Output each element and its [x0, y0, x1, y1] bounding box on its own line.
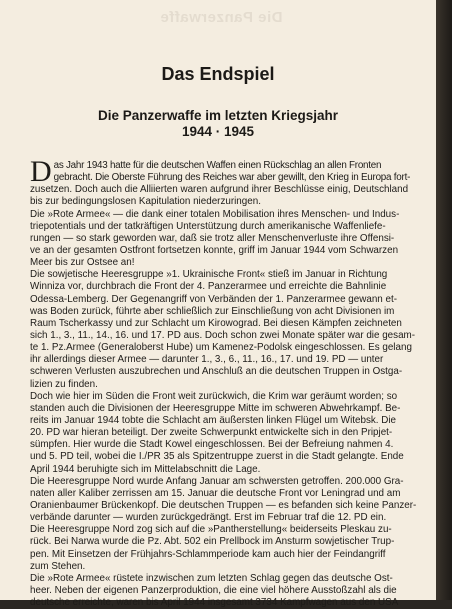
text-line: rungen — so stark geworden war, daß sie trotz aller Menschenverluste ihre Offensi- [30, 232, 395, 244]
drop-cap: D [30, 155, 52, 188]
text-line: standen auch die Divisionen der Heeresgruppe Mitte im schweren Abwehrkampf. Be- [30, 402, 401, 414]
text-line: te 1. Pz.Armee (Generaloberst Hube) um Kamenez-Podolsk eingeschlossen. Es gelang [30, 342, 412, 354]
text-line: ihr allerdings dieser Armee — darunter 1., 3., 6., 11., 16., 17. und 19. PD — unter [30, 354, 384, 366]
text-line: April 1944 beruhigte sich im Mittelabschnitt die Lage. [30, 463, 261, 475]
text-line: zum Stehen. [30, 560, 86, 572]
text-line: deutsche erreichte, waren bis April 1944 insgesamt 3734 Kampfwagen aus den USA [30, 597, 399, 609]
chapter-subtitle [0, 108, 436, 140]
chapter-title: Das Endspiel [161, 64, 275, 84]
text-line: und 5. PD teil, wobei die I./PR 35 als Spitzentruppe zuerst in die Stadt gelangte. Ende [30, 451, 404, 463]
text-line: triepotentials und der tatkräftigen Unterstützung durch amerikanische Waffenliefe- [30, 220, 386, 232]
text-line: lizien zu finden. [30, 378, 98, 390]
bleed-through-heading: Die Panzerwaffe [160, 9, 283, 26]
text-line: Winniza vor, durchbrach die Front der 4. Panzerarmee und erreichte die Bahnlinie [30, 281, 387, 293]
text-line: pen. Mit Einsetzen der Frühjahrs-Schlammperiode kam auch hier der Feindangriff [30, 548, 386, 560]
text-line: Die »Rote Armee« rüstete inzwischen zum letzten Schlag gegen das deutsche Ost- [30, 572, 393, 584]
text-line: reits im Januar 1944 tobte die Schlacht am äußersten linken Flügel um Witebsk. Die [30, 414, 397, 426]
subtitle-line-1: Die Panzerwaffe im letzten Kriegsjahr [97, 108, 339, 123]
text-line: rück. Bei Narwa wurde die Pz. Abt. 502 ein Prellbock im Ansturm sowjetischer Trup- [30, 536, 395, 548]
body-text [30, 155, 430, 609]
text-line: Oranienbaumer Brückenkopf. Die deutschen Truppen — es befanden sich keine Panzer- [30, 499, 417, 511]
text-line: sich 1., 3., 11., 14., 16. und 17. PD aus. Doch schon zwei Monate später war die gesam- [30, 329, 416, 341]
text-line: Doch wie hier im Süden die Front weit zurückwich, die Krim war geräumt worden; so [30, 390, 398, 402]
text-line: heer. Neben der eigenen Panzerproduktion, die eine viel höhere Ausstoßzahl als die [30, 584, 397, 596]
text-line: bis zur bedingungslosen Kapitulation niederzuringen. [30, 196, 261, 208]
text-line: verbände darunter — wurden zurückgedrängt. Erst im Februar traf die 12. PD ein. [30, 512, 387, 524]
text-line: Odessa-Lemberg. Der Gegenangriff von Verbänden der 1. Panzerarmee gewann et- [30, 293, 397, 305]
subtitle-line-2: 1944 · 1945 [181, 124, 255, 139]
text-line: Raum Tscherkassy und zur Schlacht um Kirowograd. Bei diesen Kämpfen zeichneten [30, 317, 402, 329]
text-line: was Boden zurück, führte aber schließlich zur Einschließung von acht Divisionen im [30, 305, 395, 317]
text-line: 20. PD war hieran beteiligt. Der zweite Schwerpunkt entwickelte sich in den Pripjet- [30, 427, 393, 439]
book-spine-edge [436, 0, 452, 600]
text-line: zusetzen. Doch auch die Alliierten waren aufgrund ihrer Beschlüsse einig, Deutschland [30, 184, 409, 196]
text-line: Die sowjetische Heeresgruppe »1. Ukrainische Front« stieß im Januar in Richtung [30, 269, 388, 281]
text-line: ve an der gesamten Ostfront fortsetzen konnte, griff im Januar 1944 vom Schwarzen [30, 244, 399, 256]
text-line: naten aller Kaliber zerrissen am 15. Januar die deutsche Front vor Leningrad und am [30, 487, 401, 499]
text-line: Die Heeresgruppe Nord zog sich auf die »Pantherstellung« beiderseits Pleskau zu- [30, 524, 392, 536]
text-line: schweren Verlusten auszubrechen und Anschluß an die deutschen Truppen in Ostga- [30, 366, 403, 378]
text-line: gebracht. Die Oberste Führung des Reiches war aber gewillt, den Krieg in Europa fort- [53, 172, 411, 184]
text-line: as Jahr 1943 hatte für die deutschen Waffen einen Rückschlag an allen Fronten [53, 160, 382, 171]
text-line: Die Heeresgruppe Nord wurde Anfang Januar am schwersten getroffen. 200.000 Gra- [30, 475, 404, 487]
text-line: sümpfen. Hier wurde die Stadt Kowel eingeschlossen. Bei der Befreiung nahmen 4. [30, 439, 394, 451]
text-line: Meer bis zur Ostsee an! [30, 257, 135, 269]
text-line: Die »Rote Armee« — die dank einer totalen Mobilisation ihres Menschen- und Indus- [30, 208, 400, 220]
